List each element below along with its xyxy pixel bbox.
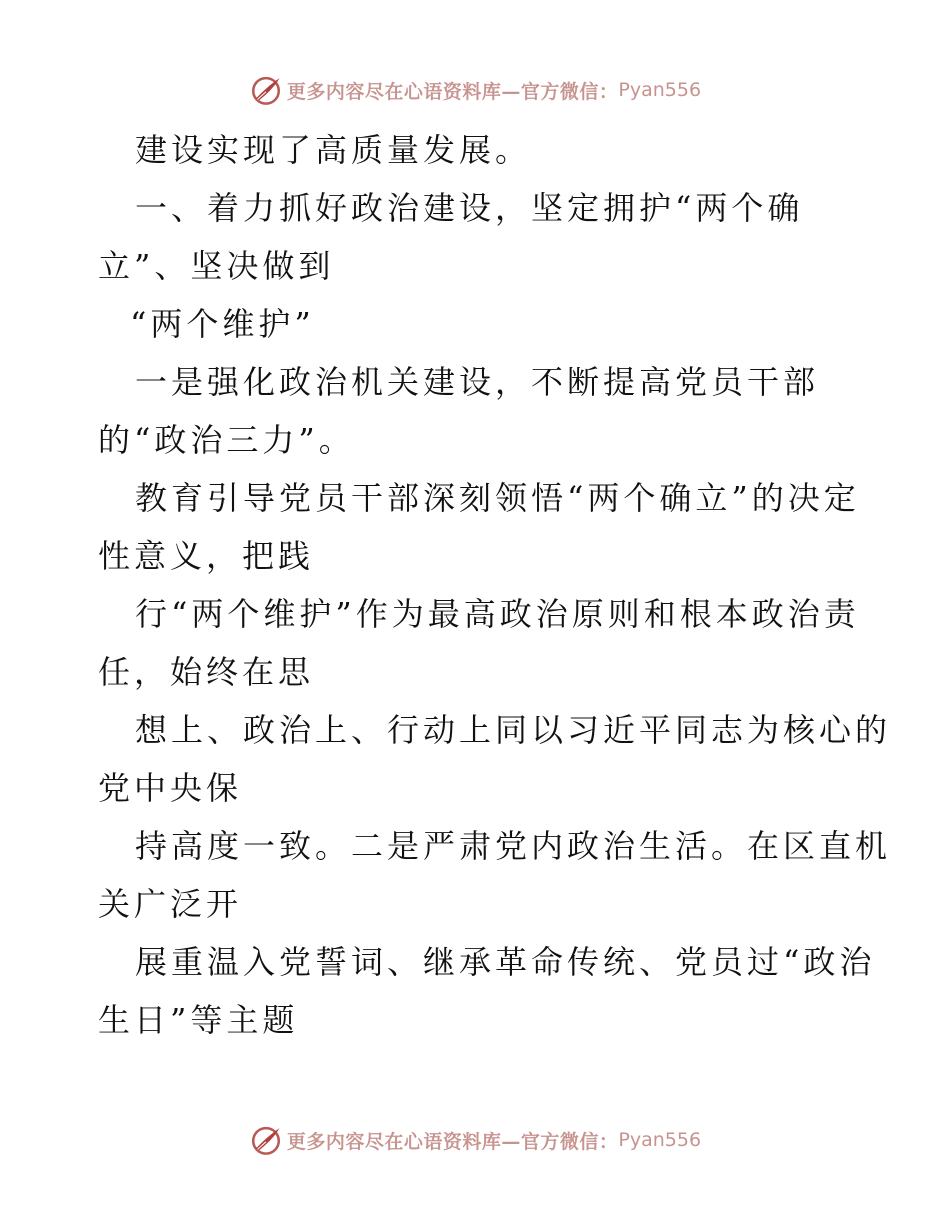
header-watermark [0, 70, 950, 110]
watermark-text: 更多内容尽在心语资料库—官方微信： [286, 1130, 619, 1153]
body-line: 一是强化政治机关建设，不断提高党员干部 [135, 363, 820, 401]
body-line: 立”、坚决做到 [98, 247, 335, 285]
watermark-handle: Pyan556 [618, 79, 702, 101]
feather-pen-icon [249, 1123, 283, 1157]
body-line: 展重温入党誓词、继承革命传统、党员过“政治 [135, 943, 876, 981]
body-line: 行“两个维护”作为最高政治原则和根本政治责 [135, 595, 860, 633]
body-line: 生日”等主题 [98, 1001, 299, 1039]
body-line: 一、着力抓好政治建设，坚定拥护“两个确 [135, 189, 804, 227]
body-line: 关广泛开 [98, 885, 243, 923]
feather-pen-icon [249, 73, 283, 107]
body-line: 持高度一致。二是严肃党内政治生活。在区直机 [135, 827, 892, 865]
body-line: 的“政治三力”。 [98, 421, 355, 459]
body-line: 性意义，把践 [98, 537, 315, 575]
watermark-text: 更多内容尽在心语资料库—官方微信： [286, 80, 619, 103]
body-line: “两个维护” [130, 305, 315, 343]
body-line: 想上、政治上、行动上同以习近平同志为核心的 [135, 711, 892, 749]
watermark-handle: Pyan556 [618, 1129, 702, 1151]
body-line: 建设实现了高质量发展。 [135, 131, 532, 169]
body-line: 任，始终在思 [98, 653, 315, 691]
body-line: 教育引导党员干部深刻领悟“两个确立”的决定 [135, 479, 860, 517]
body-line: 党中央保 [98, 769, 243, 807]
footer-watermark [0, 1120, 950, 1160]
